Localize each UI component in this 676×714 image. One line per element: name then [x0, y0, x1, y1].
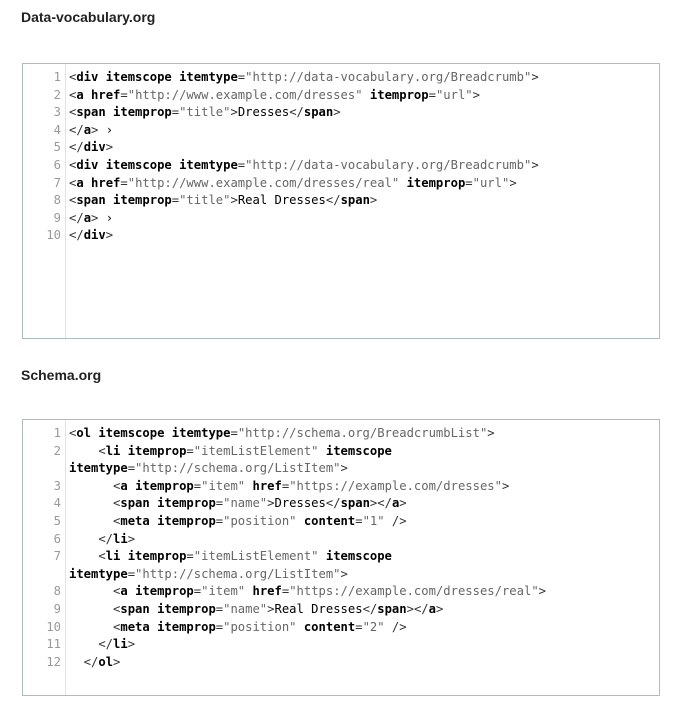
code-line [23, 478, 659, 496]
code-token-str: "item" [201, 584, 246, 599]
code-text [61, 139, 113, 157]
code-token-punc [172, 70, 179, 84]
code-token-punc [172, 158, 179, 172]
code-line [23, 175, 659, 193]
code-token-attr: itemprop [157, 513, 216, 528]
code-token-str: "itemListElement" [193, 443, 319, 458]
code-token-attr: content [303, 619, 356, 634]
section-heading-data-vocabulary: Data-vocabulary.org [21, 9, 156, 25]
code-token-punc: </ [325, 496, 341, 511]
code-token-punc: > [105, 228, 114, 243]
code-token-punc: ></ [406, 601, 429, 616]
code-token-punc: > [531, 70, 539, 84]
code-text [61, 601, 443, 619]
code-token-punc: > [230, 105, 238, 120]
code-text [61, 583, 546, 601]
code-line [23, 531, 659, 549]
line-number: 10 [46, 619, 61, 634]
code-token-text: Dresses [274, 496, 326, 511]
code-token-attr: itemtype [69, 566, 128, 581]
code-token-punc [319, 444, 326, 458]
code-token-attr: itemtype [171, 426, 231, 440]
line-number: 4 [53, 122, 61, 137]
code-token-eq: = [355, 619, 363, 634]
line-number: 5 [53, 513, 61, 528]
code-token-eq: = [237, 157, 246, 172]
code-token-punc [150, 496, 157, 510]
code-token-eq: = [237, 70, 246, 84]
code-line [23, 619, 659, 637]
code-token-tag: li [113, 531, 128, 546]
code-line [23, 425, 659, 443]
code-token-tag: span [120, 496, 150, 511]
code-token-punc [98, 70, 105, 84]
code-token-str: "url" [472, 175, 510, 190]
code-token-punc: </ [69, 531, 114, 546]
code-token-punc: </ [362, 601, 378, 616]
code-token-punc: < [69, 157, 77, 172]
code-line [23, 192, 659, 210]
code-token-punc [164, 426, 171, 440]
line-number: 1 [53, 70, 61, 84]
code-token-punc: > [267, 496, 275, 511]
code-token-punc: < [69, 549, 106, 564]
code-token-eq: = [215, 513, 224, 528]
code-token-punc: < [69, 601, 121, 616]
code-token-tag: a [120, 584, 128, 599]
code-token-str: "position" [223, 619, 297, 634]
code-token-str: "http://schema.org/BreadcrumbList" [237, 426, 488, 440]
code-token-attr: itemprop [369, 87, 429, 102]
code-line-wrapped-continuation [23, 460, 659, 478]
code-token-punc [98, 158, 105, 172]
code-token-str: "http://data-vocabulary.org/Breadcrumb" [245, 70, 532, 84]
code-token-tag: li [113, 637, 128, 652]
code-token-text: › [105, 122, 114, 137]
code-text [61, 619, 407, 637]
code-token-punc: < [69, 105, 77, 120]
code-token-punc: > [435, 601, 444, 616]
code-token-eq: = [193, 478, 202, 493]
section-heading-schema-org: Schema.org [21, 367, 102, 383]
code-token-str: "itemListElement" [193, 549, 319, 564]
code-token-attr: itemprop [157, 496, 216, 511]
code-token-punc [319, 549, 326, 563]
code-token-punc: > [369, 193, 378, 208]
code-line [23, 104, 659, 122]
code-token-tag: div [83, 140, 106, 155]
code-line-wrapped-continuation [23, 566, 659, 584]
code-text [61, 513, 407, 531]
code-token-punc: > [531, 157, 539, 172]
code-token-punc [150, 620, 157, 634]
code-token-attr: itemprop [157, 619, 216, 634]
code-token-tag: span [340, 193, 370, 208]
code-token-attr: itemscope [105, 70, 172, 84]
code-token-attr: itemprop [113, 193, 172, 208]
code-token-eq: = [171, 193, 180, 208]
code-token-tag: span [377, 601, 407, 616]
code-token-attr: itemprop [135, 478, 194, 493]
code-token-attr: itemprop [113, 105, 172, 120]
code-text [61, 636, 135, 654]
line-number: 3 [53, 105, 61, 120]
code-token-punc: > [501, 478, 510, 493]
code-text [61, 478, 509, 496]
code-token-punc: </ [69, 140, 84, 155]
code-line [23, 654, 659, 672]
code-token-punc: < [69, 513, 121, 528]
code-token-punc: > [230, 193, 238, 208]
code-token-str: "name" [223, 496, 268, 511]
line-number: 1 [53, 426, 61, 440]
code-token-eq: = [428, 87, 436, 102]
code-lines [23, 425, 659, 671]
code-text [61, 425, 495, 443]
code-token-attr: itemprop [406, 175, 466, 190]
code-text [61, 210, 113, 228]
code-token-eq: = [215, 496, 224, 511]
code-token-punc: < [69, 478, 121, 493]
code-token-str: "title" [179, 193, 231, 208]
code-token-punc [297, 620, 304, 634]
code-token-str: "item" [201, 478, 246, 493]
code-lines [23, 69, 659, 245]
line-number: 8 [53, 193, 61, 208]
line-number: 9 [53, 210, 61, 225]
code-token-tag: span [340, 496, 370, 511]
code-token-punc [363, 88, 370, 102]
line-number: 3 [53, 478, 61, 493]
code-token-punc: </ [69, 637, 114, 652]
code-token-eq: = [230, 426, 238, 440]
code-token-text: › [105, 210, 114, 225]
code-token-text: Real Dresses [274, 601, 363, 616]
code-token-eq: = [171, 105, 180, 120]
code-line [23, 69, 659, 87]
code-text [61, 192, 377, 210]
code-token-str: "title" [179, 105, 231, 120]
line-number: 8 [53, 584, 61, 599]
code-token-punc: > [340, 461, 348, 476]
code-line [23, 210, 659, 228]
code-token-tag: div [76, 157, 99, 172]
code-text [61, 654, 120, 672]
code-token-punc [106, 193, 113, 207]
code-token-punc: ></ [369, 496, 392, 511]
code-token-tag: a [83, 210, 92, 225]
code-token-punc: /> [384, 619, 407, 634]
code-token-str: "https://example.com/dresses/real" [289, 584, 539, 599]
code-token-attr: itemprop [157, 601, 216, 616]
code-token-tag: div [76, 70, 99, 84]
code-text [61, 175, 517, 193]
line-number: 7 [53, 549, 61, 564]
line-number: 11 [46, 637, 61, 652]
code-token-punc: </ [69, 228, 84, 243]
code-token-str: "http://www.example.com/dresses" [127, 87, 363, 102]
code-token-str: "http://schema.org/ListItem" [135, 566, 341, 581]
code-text [61, 548, 392, 566]
code-token-attr: href [91, 87, 121, 102]
code-token-punc: > [127, 637, 136, 652]
code-text [61, 495, 407, 513]
code-token-punc: > [340, 566, 348, 581]
code-token-tag: ol [98, 654, 114, 669]
code-token-attr: itemtype [69, 461, 128, 476]
code-token-attr: itemprop [127, 443, 187, 458]
code-token-attr: itemprop [135, 584, 194, 599]
code-token-punc: < [69, 584, 121, 599]
code-token-punc: > [113, 654, 121, 669]
code-token-punc: < [69, 87, 77, 102]
code-token-punc [150, 602, 157, 616]
code-line [23, 443, 659, 461]
code-token-attr: itemscope [325, 549, 392, 564]
code-token-str: "http://data-vocabulary.org/Breadcrumb" [245, 157, 532, 172]
code-token-tag: a [120, 478, 128, 493]
line-number: 12 [46, 654, 61, 669]
code-token-eq: = [120, 175, 128, 190]
code-text [61, 531, 135, 549]
code-token-attr: itemprop [127, 549, 187, 564]
code-token-tag: div [83, 228, 106, 243]
code-token-punc [399, 176, 406, 190]
code-token-attr: href [252, 584, 282, 599]
code-token-punc: > [538, 584, 547, 599]
code-token-tag: li [105, 549, 121, 564]
code-token-tag: span [76, 193, 106, 208]
code-token-punc: > [399, 496, 407, 511]
line-number: 10 [46, 228, 61, 243]
code-token-eq: = [186, 443, 194, 458]
code-line [23, 122, 659, 140]
line-number: 6 [53, 157, 61, 172]
code-token-eq: = [127, 461, 136, 476]
code-token-eq: = [186, 549, 194, 564]
code-line [23, 636, 659, 654]
code-token-eq: = [120, 87, 128, 102]
line-number: 6 [53, 531, 61, 546]
code-token-punc: > [333, 105, 341, 120]
line-number: 7 [53, 175, 61, 190]
code-token-eq: = [215, 601, 224, 616]
code-text [61, 104, 341, 122]
code-line [23, 87, 659, 105]
code-token-punc: > [509, 175, 517, 190]
code-token-eq: = [215, 619, 224, 634]
code-token-punc [150, 514, 157, 528]
code-token-eq: = [465, 175, 473, 190]
code-token-punc: < [69, 193, 77, 208]
code-token-tag: li [105, 443, 121, 458]
code-token-text: Real Dresses [237, 193, 326, 208]
code-text [61, 87, 480, 105]
code-token-punc: > [127, 531, 136, 546]
code-token-punc: </ [289, 105, 304, 120]
code-token-tag: a [76, 87, 84, 102]
code-token-punc [128, 479, 135, 493]
code-token-punc [84, 176, 91, 190]
line-number: 9 [53, 601, 61, 616]
code-token-str: "name" [223, 601, 268, 616]
code-token-punc: < [69, 175, 77, 190]
code-token-punc: </ [325, 193, 341, 208]
code-line [23, 583, 659, 601]
code-text [61, 157, 539, 175]
code-token-str: "http://schema.org/ListItem" [135, 461, 341, 476]
code-token-str: "https://example.com/dresses" [289, 478, 502, 493]
code-token-attr: content [303, 513, 356, 528]
code-token-punc: </ [69, 122, 84, 137]
code-token-punc: > [487, 426, 495, 440]
code-token-tag: a [391, 496, 400, 511]
code-text [61, 227, 113, 245]
code-token-punc: > [267, 601, 275, 616]
code-token-attr: itemscope [325, 443, 392, 458]
code-token-punc [106, 105, 113, 119]
code-token-punc [297, 514, 304, 528]
code-token-punc [120, 549, 127, 563]
code-token-tag: a [83, 122, 92, 137]
code-token-str: "http://www.example.com/dresses/real" [127, 175, 400, 190]
code-token-tag: span [76, 105, 106, 120]
code-token-punc: </ [69, 654, 99, 669]
code-token-eq: = [281, 584, 290, 599]
code-line [23, 227, 659, 245]
code-text [61, 69, 539, 87]
code-token-punc: < [69, 70, 77, 84]
code-token-tag: ol [76, 426, 92, 440]
code-token-eq: = [281, 478, 290, 493]
code-token-attr: href [252, 478, 282, 493]
code-token-punc [120, 444, 127, 458]
code-token-tag: span [303, 105, 334, 120]
code-token-attr: itemscope [105, 157, 172, 172]
code-token-str: "position" [223, 513, 297, 528]
line-number: 2 [53, 87, 61, 102]
code-token-punc: < [69, 426, 77, 440]
code-token-punc: < [69, 496, 121, 511]
line-number: 4 [53, 496, 61, 511]
code-block-schema-org[interactable] [22, 419, 660, 696]
code-token-punc: < [69, 443, 106, 458]
code-token-punc: < [69, 619, 121, 634]
code-token-tag: meta [120, 619, 150, 634]
code-token-tag: a [428, 601, 436, 616]
line-number: 2 [53, 443, 61, 458]
code-token-text: Dresses [237, 105, 290, 120]
code-line [23, 157, 659, 175]
code-line [23, 513, 659, 531]
code-token-tag: span [120, 601, 150, 616]
code-token-str: "2" [362, 619, 385, 634]
code-token-attr: itemtype [179, 157, 238, 172]
code-token-punc: /> [384, 513, 407, 528]
code-token-tag: meta [120, 513, 150, 528]
code-text [61, 443, 392, 461]
code-token-str: "1" [362, 513, 385, 528]
code-token-punc: > [91, 210, 106, 225]
code-token-eq: = [355, 513, 363, 528]
code-token-attr: href [91, 175, 121, 190]
code-token-eq: = [193, 584, 202, 599]
code-line [23, 495, 659, 513]
code-token-punc [84, 88, 91, 102]
code-token-eq: = [127, 566, 136, 581]
line-number: 5 [53, 140, 61, 155]
code-token-punc [128, 584, 135, 598]
code-token-tag: a [76, 175, 84, 190]
code-line [23, 601, 659, 619]
code-token-punc: > [91, 122, 106, 137]
code-token-punc: > [472, 87, 480, 102]
code-token-attr: itemscope [98, 426, 165, 440]
code-line [23, 139, 659, 157]
code-block-data-vocabulary[interactable] [22, 63, 660, 339]
code-token-str: "url" [435, 87, 473, 102]
code-token-attr: itemtype [179, 70, 238, 84]
code-text [61, 122, 113, 140]
code-token-punc: > [105, 140, 114, 155]
code-token-punc: </ [69, 210, 84, 225]
code-line [23, 548, 659, 566]
